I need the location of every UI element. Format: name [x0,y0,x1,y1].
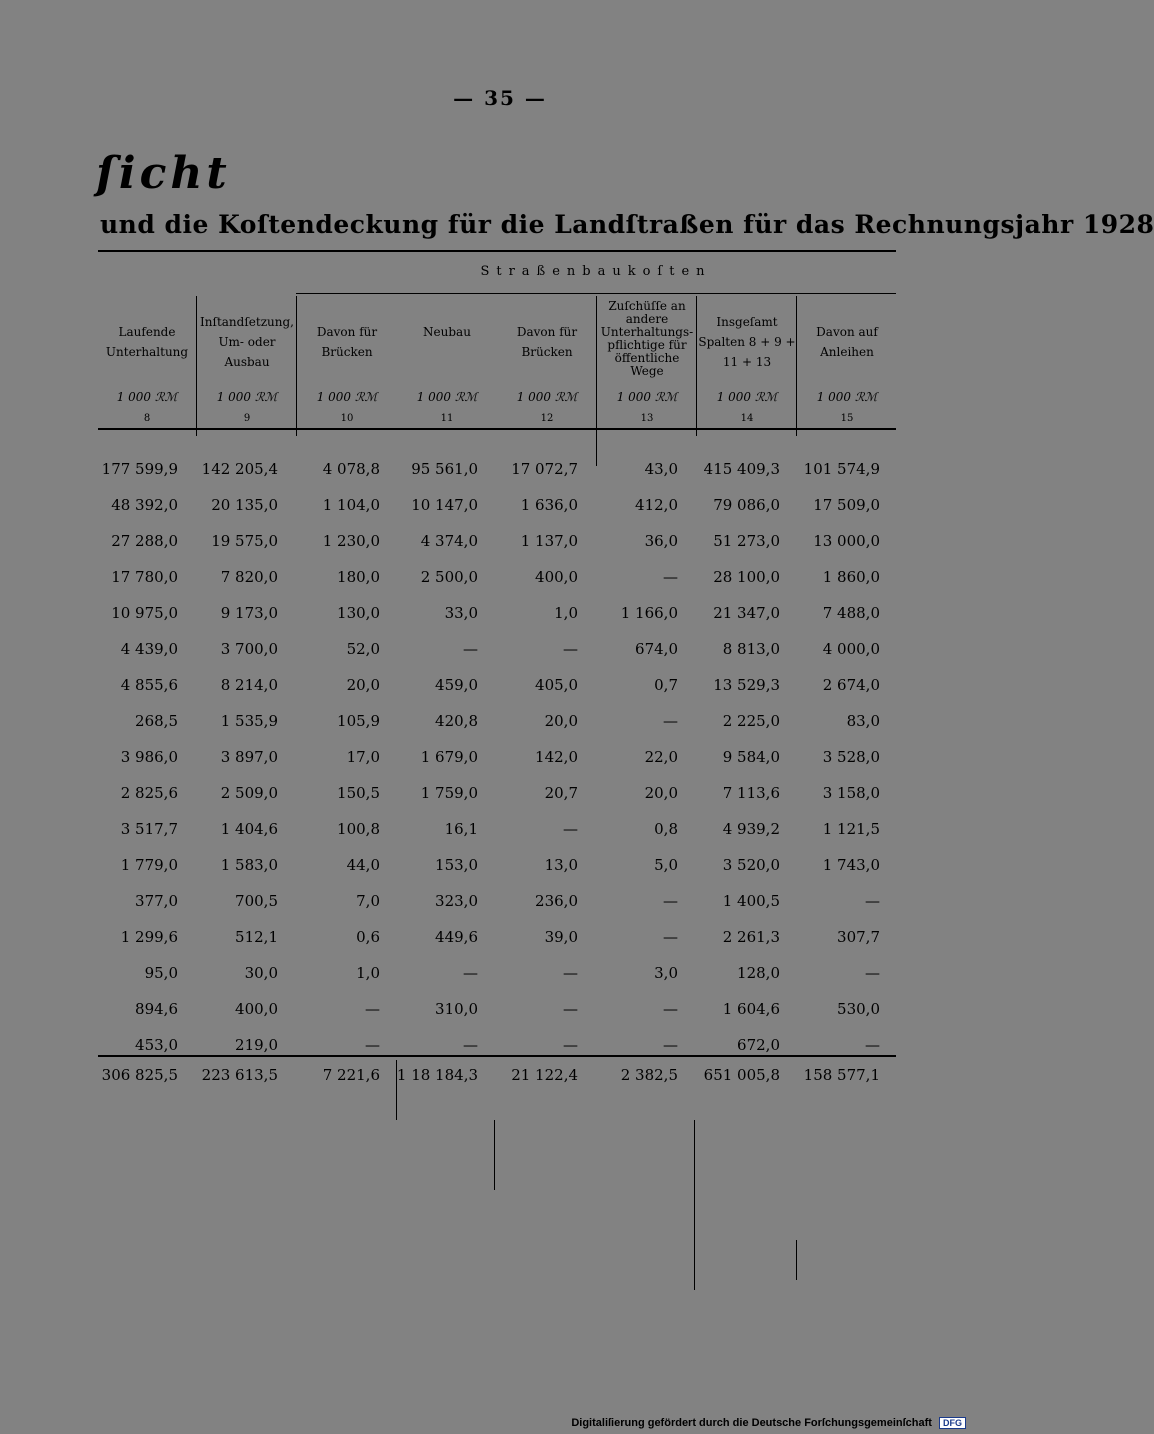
table-cell: 400,0 [235,1000,278,1018]
table-cell: 128,0 [737,964,780,982]
table-row [0,604,1000,632]
column-number: 11 [440,413,454,424]
column-header: Insgeſamt Spalten 8 + 9 + 11 + 13 [698,315,796,369]
table-cell: 700,5 [235,892,278,910]
table-cell: — [865,892,880,910]
table-cell: 3 520,0 [722,856,780,874]
column-unit: 1 000 ℛℳ [316,390,378,404]
table-row [0,892,1000,920]
table-cell: 100,8 [337,820,380,838]
table-cell: 2 500,0 [420,568,478,586]
total-cell: 7 221,6 [322,1066,380,1084]
table-cell: 512,1 [235,928,278,946]
table-row [0,856,1000,884]
table-cell: 33,0 [444,604,478,622]
table-cell: 20 135,0 [211,496,278,514]
table-cell: 17 072,7 [511,460,578,478]
table-cell: — [563,640,578,658]
column-unit: 1 000 ℛℳ [516,390,578,404]
table-cell: — [663,568,678,586]
table-cell: 0,6 [356,928,380,946]
table-cell: 310,0 [435,1000,478,1018]
table-cell: 79 086,0 [713,496,780,514]
table-row [0,496,1000,524]
table-cell: 1 299,6 [120,928,178,946]
total-cell: 1 18 184,3 [396,1066,478,1084]
table-cell: — [563,1036,578,1054]
table-cell: 28 100,0 [713,568,780,586]
table-row [0,928,1000,956]
table-cell: 19 575,0 [211,532,278,550]
table-cell: — [365,1000,380,1018]
table-cell: 13 529,3 [713,676,780,694]
table-cell: — [463,964,478,982]
table-top-rule [98,250,896,252]
page-title-fragment: ſicht [96,148,231,199]
table-cell: 1 137,0 [520,532,578,550]
table-cell: 8 214,0 [220,676,278,694]
table-cell: — [463,1036,478,1054]
table-cell: 30,0 [244,964,278,982]
table-cell: 405,0 [535,676,578,694]
table-cell: — [563,820,578,838]
table-cell: 3 517,7 [120,820,178,838]
table-cell: 16,1 [444,820,478,838]
table-cell: 48 392,0 [111,496,178,514]
table-cell: 36,0 [644,532,678,550]
table-cell: — [865,1036,880,1054]
table-cell: 1,0 [554,604,578,622]
table-cell: 2 509,0 [220,784,278,802]
column-header: Davon für Brücken [516,325,578,359]
table-row [0,748,1000,776]
table-cell: 236,0 [535,892,578,910]
table-cell: 17,0 [346,748,380,766]
table-cell: 2 674,0 [822,676,880,694]
table-cell: 674,0 [635,640,678,658]
table-cell: 7 113,6 [722,784,780,802]
table-cell: 150,5 [337,784,380,802]
column-divider [196,296,197,436]
table-cell: 420,8 [435,712,478,730]
table-cell: 4 855,6 [120,676,178,694]
column-unit: 1 000 ℛℳ [216,390,278,404]
table-cell: 7 488,0 [822,604,880,622]
table-cell: 27 288,0 [111,532,178,550]
table-cell: 4 000,0 [822,640,880,658]
table-cell: 3 986,0 [120,748,178,766]
table-cell: 3 158,0 [822,784,880,802]
table-row [0,640,1000,668]
table-cell: 180,0 [337,568,380,586]
table-cell: — [463,640,478,658]
column-unit: 1 000 ℛℳ [816,390,878,404]
table-row [0,532,1000,560]
table-cell: 177 599,9 [101,460,178,478]
total-cell: 306 825,5 [101,1066,178,1084]
table-cell: 20,7 [544,784,578,802]
table-cell: 3 700,0 [220,640,278,658]
page-subtitle: und die Koſtendeckung für die Landſtraßen für das Rechnungsjahr 1928 [100,210,1154,239]
table-cell: 20,0 [644,784,678,802]
table-cell: 1 404,6 [220,820,278,838]
table-cell: 3 528,0 [822,748,880,766]
table-cell: 13,0 [544,856,578,874]
table-row [0,568,1000,596]
table-cell: 0,8 [654,820,678,838]
table-cell: 13 000,0 [813,532,880,550]
table-cell: 1 743,0 [822,856,880,874]
table-cell: 9 584,0 [722,748,780,766]
table-cell: 51 273,0 [713,532,780,550]
table-cell: 83,0 [846,712,880,730]
table-cell: 130,0 [337,604,380,622]
column-unit: 1 000 ℛℳ [116,390,178,404]
table-cell: 52,0 [346,640,380,658]
table-row [0,964,1000,992]
table-cell: 20,0 [346,676,380,694]
total-cell: 158 577,1 [803,1066,880,1084]
table-cell: 1 121,5 [822,820,880,838]
table-cell: — [663,892,678,910]
table-cell: 894,6 [135,1000,178,1018]
table-cell: 412,0 [635,496,678,514]
table-cell: 39,0 [544,928,578,946]
table-cell: 21 347,0 [713,604,780,622]
column-unit: 1 000 ℛℳ [416,390,478,404]
table-cell: 142,0 [535,748,578,766]
table-cell: 7 820,0 [220,568,278,586]
table-cell: 4 439,0 [120,640,178,658]
column-header: Davon für Brücken [316,325,378,359]
table-cell: 219,0 [235,1036,278,1054]
group-header-rule [296,293,896,294]
table-cell: 22,0 [644,748,678,766]
column-divider [596,296,597,466]
table-cell: 1 583,0 [220,856,278,874]
table-cell: 7,0 [356,892,380,910]
table-cell: 101 574,9 [803,460,880,478]
table-cell: 1 779,0 [120,856,178,874]
total-cell: 651 005,8 [703,1066,780,1084]
column-divider [696,296,697,436]
table-cell: 415 409,3 [703,460,780,478]
table-cell: — [663,928,678,946]
table-cell: 2 825,6 [120,784,178,802]
table-cell: 105,9 [337,712,380,730]
table-cell: — [663,712,678,730]
table-cell: 153,0 [435,856,478,874]
total-cell: 21 122,4 [511,1066,578,1084]
table-cell: 17 780,0 [111,568,178,586]
column-number: 13 [640,413,654,424]
header-bottom-rule [98,428,896,430]
column-number: 15 [840,413,854,424]
table-cell: 9 173,0 [220,604,278,622]
table-row [0,820,1000,848]
table-cell: 2 261,3 [722,928,780,946]
table-cell: 10 975,0 [111,604,178,622]
column-header: Davon auf Anleihen [816,325,878,359]
table-cell: 459,0 [435,676,478,694]
column-divider [796,296,797,436]
column-divider [796,1240,797,1280]
total-cell: 2 382,5 [620,1066,678,1084]
table-cell: 453,0 [135,1036,178,1054]
table-cell: 44,0 [346,856,380,874]
table-cell: 268,5 [135,712,178,730]
column-unit: 1 000 ℛℳ [616,390,678,404]
table-cell: 3 897,0 [220,748,278,766]
table-cell: 95 561,0 [411,460,478,478]
column-header: Zuſchüſſe an andere Unterhaltungs- pflichtige für öffentliche Wege [600,299,694,378]
column-unit: 1 000 ℛℳ [716,390,778,404]
table-cell: 20,0 [544,712,578,730]
footer-credit [571,1417,966,1429]
footer-credit-text: Digitaliſierung gefördert durch die Deutsche Forſchungsgemeinſchaft [571,1417,932,1429]
table-row [0,1000,1000,1028]
table-cell: — [563,1000,578,1018]
table-cell: 1 679,0 [420,748,478,766]
table-cell: 2 225,0 [722,712,780,730]
table-cell: 1 636,0 [520,496,578,514]
table-cell: 4 939,2 [722,820,780,838]
column-header: Laufende Unterhaltung [105,325,189,359]
table-cell: 1 860,0 [822,568,880,586]
column-header: Neubau [423,325,471,339]
table-cell: — [865,964,880,982]
table-cell: 1 759,0 [420,784,478,802]
table-cell: 400,0 [535,568,578,586]
table-cell: 4 078,8 [322,460,380,478]
column-number: 9 [243,413,251,424]
table-cell: 672,0 [737,1036,780,1054]
table-row [0,784,1000,812]
table-cell: — [365,1036,380,1054]
table-cell: 8 813,0 [722,640,780,658]
table-cell: 1 230,0 [322,532,380,550]
column-number: 8 [143,413,151,424]
table-cell: 95,0 [144,964,178,982]
table-row [0,712,1000,740]
table-cell: 323,0 [435,892,478,910]
table-cell: — [663,1000,678,1018]
table-cell: 4 374,0 [420,532,478,550]
table-cell: 1 604,6 [722,1000,780,1018]
table-cell: 1 535,9 [220,712,278,730]
table-cell: 43,0 [644,460,678,478]
table-cell: 142 205,4 [201,460,278,478]
table-cell: 1 400,5 [722,892,780,910]
group-header: Straßenbaukoſten [480,264,712,279]
table-cell: — [663,1036,678,1054]
table-row [0,676,1000,704]
column-divider [396,1060,397,1120]
table-cell: 5,0 [654,856,678,874]
table-cell: 0,7 [654,676,678,694]
column-number: 12 [540,413,554,424]
table-cell: 10 147,0 [411,496,478,514]
table-cell: 1 104,0 [322,496,380,514]
column-divider [494,1120,495,1190]
table-cell: 307,7 [837,928,880,946]
dfg-logo: DFG [939,1417,966,1429]
table-row [0,460,1000,488]
column-header: Inſtandſetzung, Um- oder Ausbau [200,315,294,369]
table-cell: 1 166,0 [620,604,678,622]
total-rule [98,1055,896,1057]
column-divider [296,296,297,436]
table-cell: 3,0 [654,964,678,982]
total-cell: 223 613,5 [201,1066,278,1084]
column-divider [694,1120,695,1290]
page-number: — 35 — [453,86,547,110]
table-cell: 530,0 [837,1000,880,1018]
column-number: 10 [340,413,354,424]
table-row [0,1036,1000,1064]
table-cell: 377,0 [135,892,178,910]
total-row [0,1066,1000,1094]
table-cell: 1,0 [356,964,380,982]
table-cell: — [563,964,578,982]
table-cell: 449,6 [435,928,478,946]
table-cell: 17 509,0 [813,496,880,514]
column-number: 14 [740,413,754,424]
